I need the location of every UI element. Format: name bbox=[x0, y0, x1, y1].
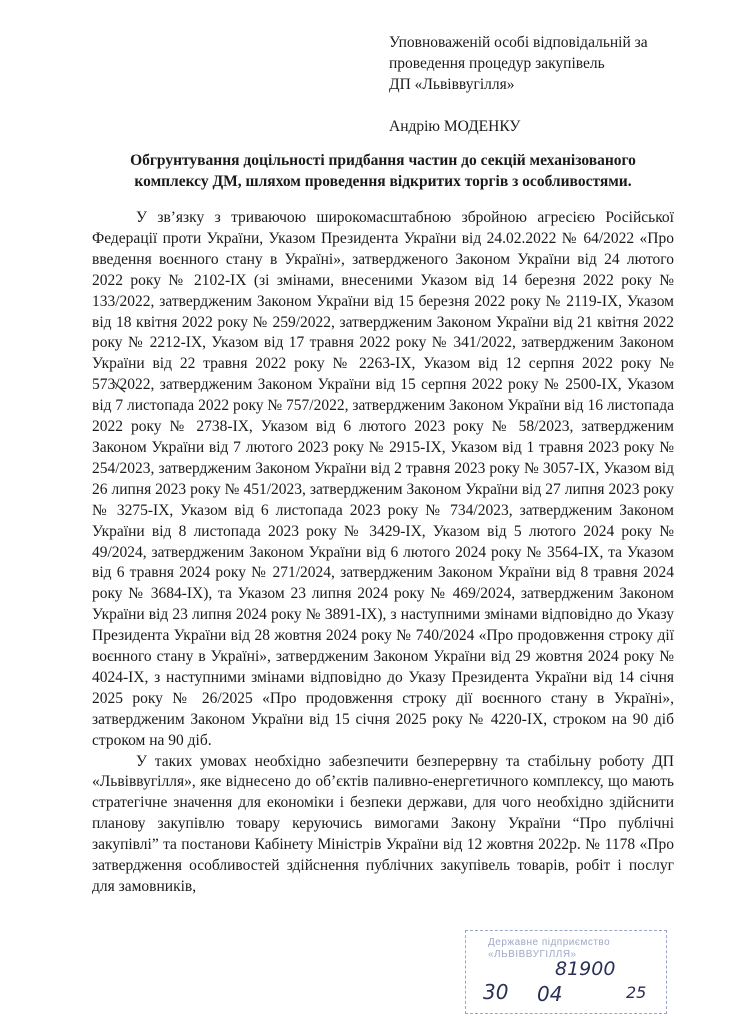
stamp-line-1: Державне підприємство bbox=[488, 937, 611, 948]
handwritten-registration-number: 81900 bbox=[555, 958, 616, 980]
addressee-line-2: проведення процедур закупівель bbox=[389, 55, 605, 72]
body-paragraph-1: У зв’язку з триваючою широкомасштабною збройною агресією Російської Федерації проти України, Указом Президента України від 24.02.2022 № 64/2022 «Про введення воєнного стану в Україні», затвердженого Законом України від 24 лютого 2022 року № 2102-IX (зі змінами, внесеними Указом від 14 березня 2022 року № 133/2022, затвердженим Законом України від 15 березня 2022 року № 2119-IX, Указом від 18 квітня 2022 року № 259/2022, затвердженим Законом України від 21 квітня 2022 року № 2212-IX, Указом від 17 травня 2022 року № 341/2022, затвердженим Законом України від 22 травня 2022 року № 2263-IX, Указом від 12 серпня 2022 року № 573/2022, затвердженим Законом України від 15 серпня 2022 року № 2500-IX, Указом від 7 листопада 2022 року № 757/2022, затвердженим Законом України від 16 листопада 2022 року № 2738-IX, Указом від 6 лютого 2023 року № 58/2023, затвердженим Законом України від 7 лютого 2023 року № 2915-IX, Указом від 1 травня 2023 року № 254/2023, затвердженим Законом України від 2 травня 2023 року № 3057-IX, Указом від 26 липня 2023 року № 451/2023, затвердженим Законом України від 27 липня 2023 року № 3275-IX, Указом від 6 листопада 2023 року № 734/2023, затвердженим Законом України від 8 листопада 2023 року № 3429-IX, Указом від 5 лютого 2024 року № 49/2024, затвердженим Законом України від 6 лютого 2024 року № 3564-IX, та Указом від 6 травня 2024 року № 271/2024, затвердженим Законом України від 8 травня 2024 року № 3684-IX), та Указом 23 липня 2024 року № 469/2024, затвердженим Законом України від 23 липня 2024 року № 3891-IX), з наступними змінами відповідно до Указу Президента України від 28 жовтня 2024 року № 740/2024 «Про продовження строку дії воєнного стану в Україні», затвердженим Законом України від 29 жовтня 2024 року № 4024-IX, з наступними змінами відповідно до Указу Президента України від 14 січня 2025 року № 26/2025 «Про продовження строку дії воєнного стану в Україні», затвердженим Законом України від 15 січня 2025 року № 4220-IX, строком на 90 діб строком на 90 діб. bbox=[92, 209, 674, 749]
document-title: Обгрунтування доцільності придбання частин до секцій механізованого комплексу ДМ, шляхом проведення відкритих торгів з особливостями. bbox=[130, 152, 636, 190]
handwritten-date-year: 25 bbox=[626, 983, 647, 1002]
stamp-line-2: «ЛЬВІВВУГІЛЛЯ» bbox=[488, 949, 577, 960]
recipient-name: Андрію МОДЕНКУ bbox=[389, 118, 521, 135]
addressee-line-1: Уповноваженій особі відповідальній за bbox=[389, 34, 648, 51]
document-body bbox=[92, 208, 674, 898]
handwritten-date-day: 30 bbox=[483, 980, 509, 1004]
body-paragraph-2: У таких умовах необхідно забезпечити безперервну та стабільну роботу ДП «Львіввугілля», яке віднесено до об’єктів паливно-енергетичного комплексу, що мають стратегічне значення для економіки і безпеки держави, для чого необхідно здійснити планову закупівлю товару керуючись вимогами Закону України “Про публічні закупівлі” та постанови Кабінету Міністрів України від 12 жовтня 2022р. № 1178 «Про затвердження особливостей здійснення публічних закупівель товарів, робіт і послуг для замовників, bbox=[92, 752, 674, 895]
addressee-block bbox=[389, 32, 719, 95]
handwritten-date-month: 04 bbox=[537, 982, 563, 1006]
addressee-line-3: ДП «Львіввугілля» bbox=[389, 76, 515, 93]
